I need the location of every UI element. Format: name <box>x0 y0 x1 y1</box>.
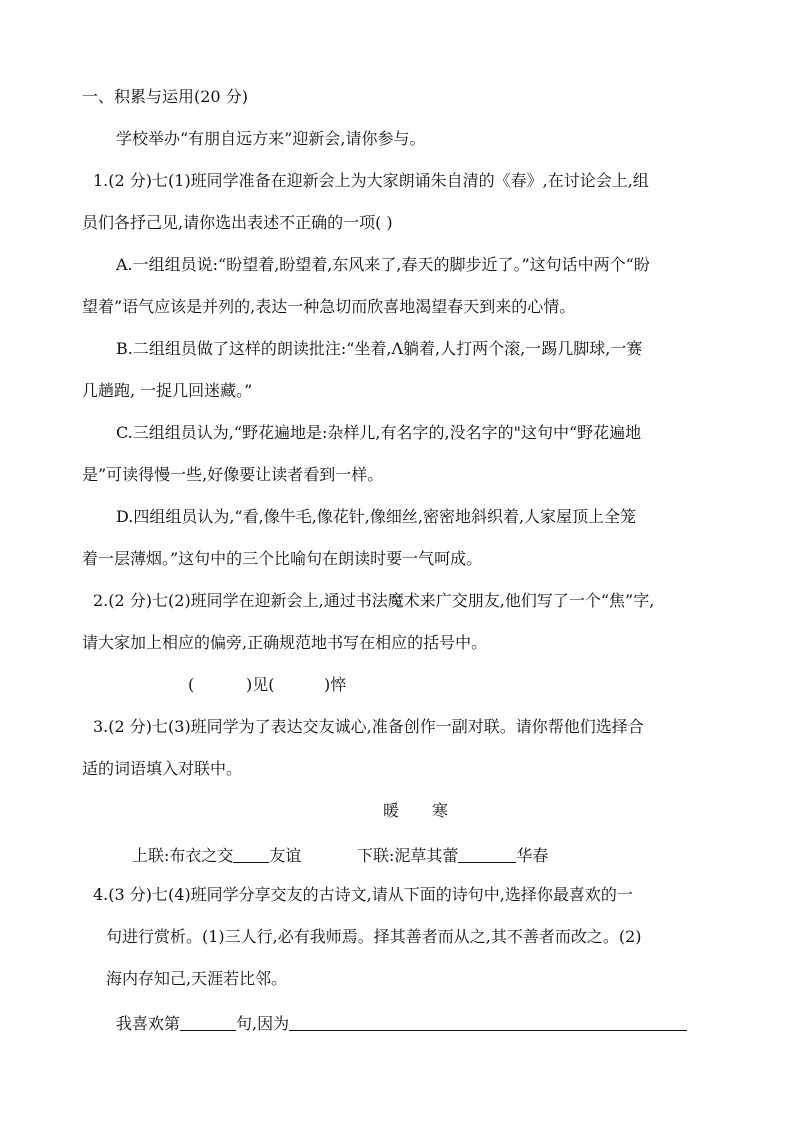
q1-option-b-line2: 几趟跑, 一捉几回迷藏。” <box>82 381 253 400</box>
q4-stem-line2: 句进行赏析。(1)三人行,必有我师焉。择其善者而从之,其不善者而改之。(2) <box>106 927 642 946</box>
q1-option-d-line1: D.四组组员认为,“看,像牛毛,像花针,像细丝,密密地斜织着,人家屋顶上全笼 <box>116 507 637 526</box>
q4-answer-prefix: 我喜欢第 <box>116 1014 181 1033</box>
q2-bracket-end[interactable]: )悴 <box>324 675 347 694</box>
q1-option-d-line2: 着一层薄烟。”这句中的三个比喻句在朗读时要一气呵成。 <box>82 549 483 568</box>
q1-option-c-line2: 是”可读得慢一些,好像要让读者看到一样。 <box>82 465 384 484</box>
q4-answer-mid: 句,因为 <box>236 1014 290 1033</box>
q3-upper-blank[interactable] <box>233 844 269 863</box>
q2-bracket-middle[interactable]: )见( <box>246 675 275 694</box>
q1-option-a-line2: 望着”语气应该是并列的,表达一种急切而欣喜地渴望春天到来的心情。 <box>82 297 576 316</box>
q3-stem-line2: 适的词语填入对联中。 <box>82 759 243 778</box>
q3-stem-line1: 3.(2 分)七(3)班同学为了表达交友诚心,准备创作一副对联。请你帮他们选择合 <box>93 717 644 736</box>
q3-upper-prefix: 上联:布衣之交 <box>132 846 234 865</box>
q2-stem-line1: 2.(2 分)七(2)班同学在迎新会上,通过书法魔术来广交朋友,他们写了一个“焦”字, <box>93 591 655 610</box>
q1-stem-line2: 员们各抒己见,请你选出表述不正确的一项( ) <box>82 213 393 232</box>
q4-answer-line <box>116 1010 687 1035</box>
q2-bracket-open: ( <box>188 675 195 694</box>
q3-choice-cold: 寒 <box>432 801 449 820</box>
q1-stem-line1: 1.(2 分)七(1)班同学准备在迎新会上为大家朗诵朱自清的《春》,在讨论会上,组 <box>93 171 649 190</box>
q4-stem-line1: 4.(3 分)七(4)班同学分享交友的古诗文,请从下面的诗句中,选择你最喜欢的一 <box>93 885 633 904</box>
q3-choice-warm: 暖 <box>383 801 400 820</box>
q3-lower-couplet <box>357 842 548 867</box>
q4-stem-line3: 海内存知己,天涯若比邻。 <box>106 969 288 988</box>
section-intro: 学校举办“有朋自远方来”迎新会,请你参与。 <box>116 129 426 148</box>
q3-upper-couplet <box>132 842 301 867</box>
q1-option-a-line1: A.一组组员说:“盼望着,盼望着,东风来了,春天的脚步近了。”这句话中两个“盼 <box>116 255 650 274</box>
section-title: 一、积累与运用(20 分) <box>82 87 248 106</box>
q2-stem-line2: 请大家加上相应的偏旁,正确规范地书写在相应的括号中。 <box>82 633 488 652</box>
q1-option-b-line1: B.二组组员做了这样的朗读批注:“坐着,Λ躺着,人打两个滚,一踢几脚球,一赛 <box>116 339 643 358</box>
q3-lower-prefix: 下联:泥草其蕾 <box>357 846 459 865</box>
q3-lower-suffix: 华春 <box>516 846 549 865</box>
q3-upper-suffix: 友谊 <box>269 846 302 865</box>
q4-reason-blank[interactable] <box>289 1012 687 1031</box>
q4-sentence-number-blank[interactable] <box>180 1012 236 1031</box>
q1-option-c-line1: C.三组组员认为,“野花遍地是:杂样儿,有名字的,没名字的"这句中“野花遍地 <box>116 423 642 442</box>
q3-lower-blank[interactable] <box>458 844 516 863</box>
